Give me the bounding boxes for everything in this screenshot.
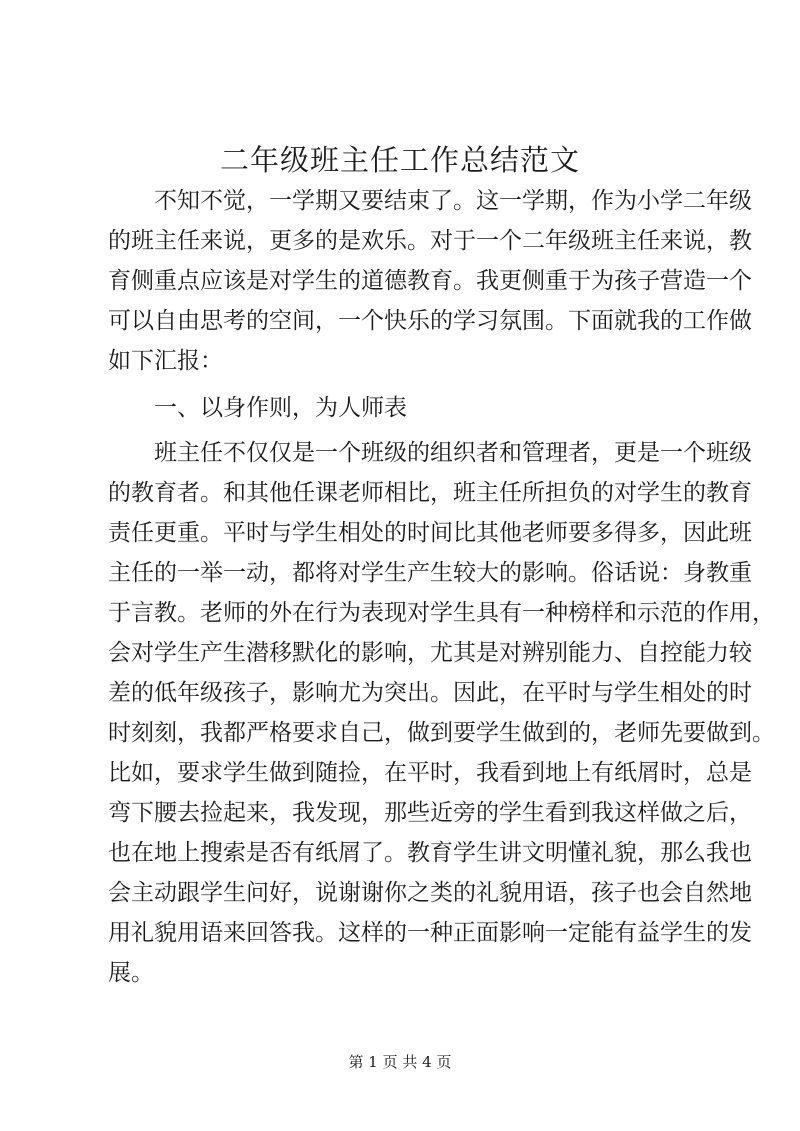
body-line: 时刻刻，我都严格要求自己，做到要学生做到的，老师先要做到。 bbox=[108, 720, 775, 746]
body-line: 展。 bbox=[108, 960, 154, 986]
body-line: 责任更重。平时与学生相处的时间比其他老师要多得多，因此班 bbox=[108, 520, 752, 546]
body-line: 的班主任来说，更多的是欢乐。对于一个二年级班主任来说，教 bbox=[108, 228, 752, 254]
body-line: 班主任不仅仅是一个班级的组织者和管理者，更是一个班级 bbox=[108, 440, 752, 466]
body-line: 会主动跟学生问好，说谢谢你之类的礼貌用语，孩子也会自然地 bbox=[108, 880, 752, 906]
body-line: 比如，要求学生做到随捡，在平时，我看到地上有纸屑时，总是 bbox=[108, 760, 752, 786]
body-line: 育侧重点应该是对学生的道德教育。我更侧重于为孩子营造一个 bbox=[108, 268, 752, 294]
section-heading: 一、以身作则，为人师表 bbox=[108, 395, 407, 421]
body-line: 也在地上搜索是否有纸屑了。教育学生讲文明懂礼貌，那么我也 bbox=[108, 840, 752, 866]
body-line: 会对学生产生潜移默化的影响，尤其是对辨别能力、自控能力较 bbox=[108, 640, 752, 666]
body-line: 不知不觉，一学期又要结束了。这一学期，作为小学二年级 bbox=[108, 188, 752, 214]
body-line: 弯下腰去捡起来，我发现，那些近旁的学生看到我这样做之后， bbox=[108, 800, 752, 826]
body-line: 差的低年级孩子，影响尤为突出。因此，在平时与学生相处的时 bbox=[108, 680, 752, 706]
body-line: 如下汇报： bbox=[108, 348, 223, 374]
body-line: 可以自由思考的空间，一个快乐的学习氛围。下面就我的工作做 bbox=[108, 308, 752, 334]
body-line: 主任的一举一动，都将对学生产生较大的影响。俗话说：身教重 bbox=[108, 560, 752, 586]
body-line: 用礼貌用语来回答我。这样的一种正面影响一定能有益学生的发 bbox=[108, 920, 752, 946]
page-number-footer: 第 1 页 共 4 页 bbox=[348, 1053, 452, 1071]
body-line: 的教育者。和其他任课老师相比，班主任所担负的对学生的教育 bbox=[108, 480, 752, 506]
body-line: 于言教。老师的外在行为表现对学生具有一种榜样和示范的作用， bbox=[108, 600, 775, 626]
document-title: 二年级班主任工作总结范文 bbox=[219, 143, 580, 177]
